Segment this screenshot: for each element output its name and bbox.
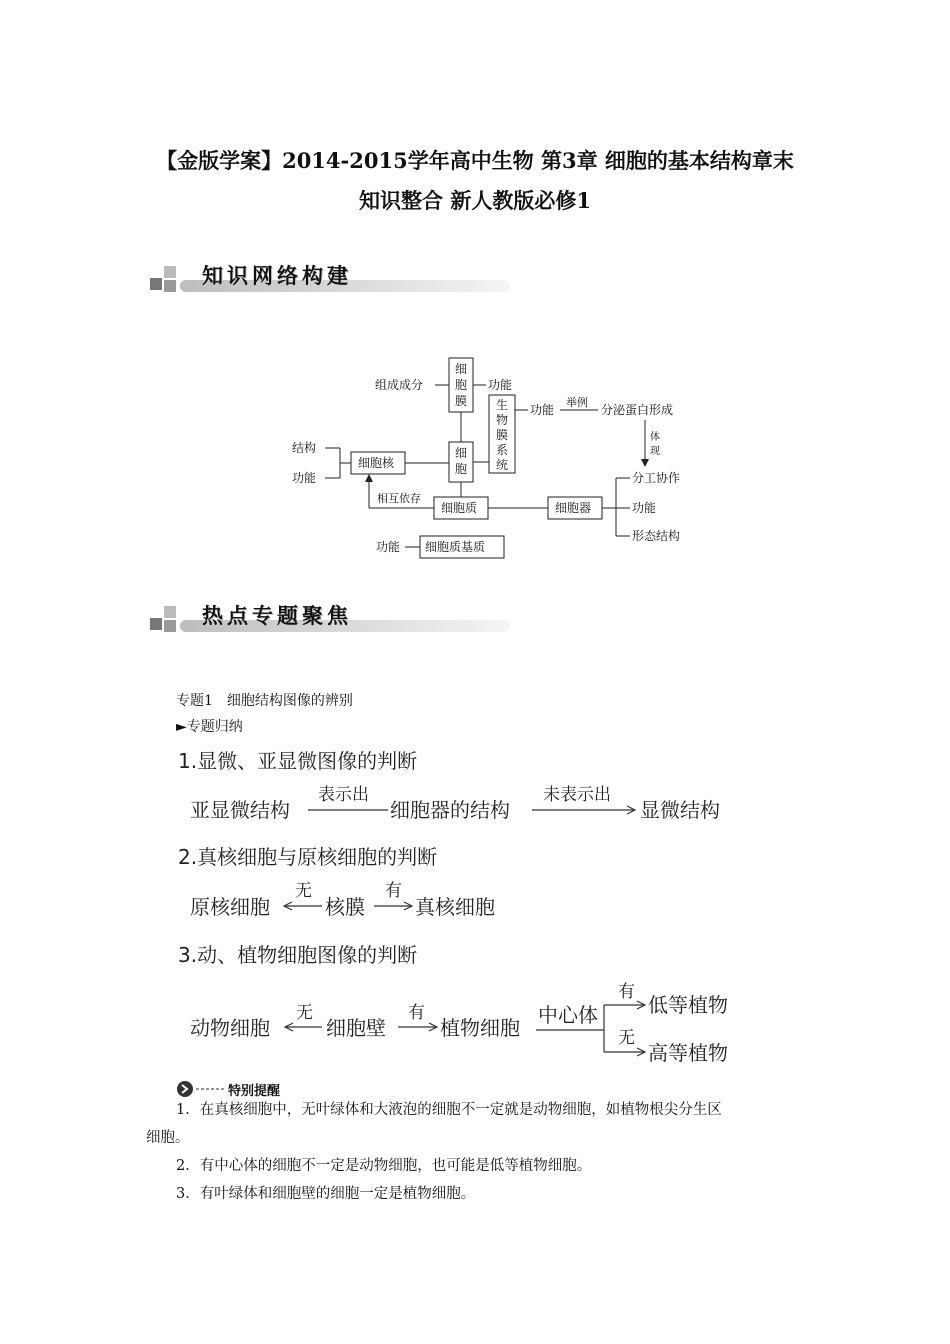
item3-cellwall: 细胞壁	[326, 1016, 386, 1040]
item2-label1: 无	[295, 881, 312, 901]
label-tixian-2: 现	[650, 446, 660, 457]
item3-higher-plant: 高等植物	[648, 1041, 728, 1065]
label-fengong: 分工协作	[632, 471, 681, 485]
box-biomembrane-4: 系	[496, 443, 509, 457]
tip-1b: 细胞。	[146, 1130, 190, 1146]
section-header-topics	[150, 596, 510, 640]
item1-right: 显微结构	[640, 798, 720, 822]
box-nucleus: 细胞核	[358, 456, 395, 470]
label-zucheng: 组成成分	[375, 378, 424, 392]
item1-label1: 表示出	[318, 785, 369, 805]
box-membrane-2: 胞	[455, 378, 468, 392]
doc-title-line1: 【金版学案】2014-2015学年高中生物 第3章 细胞的基本结构章末	[156, 148, 794, 173]
label-jiegou: 结构	[292, 441, 317, 455]
box-cell-2: 胞	[455, 462, 468, 476]
tip-2: 2．有中心体的细胞不一定是动物细胞，也可能是低等植物细胞。	[176, 1158, 592, 1174]
item2-heading: 2.真核细胞与原核细胞的判断	[178, 845, 438, 869]
box-matrix: 细胞质基质	[425, 540, 486, 554]
label-gongneng-left: 功能	[292, 471, 317, 485]
item3-centrosome: 中心体	[538, 1003, 598, 1027]
box-membrane-3: 膜	[455, 394, 468, 408]
box-organelle: 细胞器	[555, 501, 592, 515]
item2-mid: 核膜	[325, 895, 365, 919]
item2-right: 真核细胞	[415, 895, 495, 919]
box-cytoplasm: 细胞质	[441, 501, 478, 515]
box-cell-1: 细	[455, 446, 468, 460]
label-gongneng-top: 功能	[488, 378, 513, 392]
knowledge-network-diagram	[0, 0, 950, 580]
tip-1a: 1．在真核细胞中，无叶绿体和大液泡的细胞不一定就是动物细胞，如植物根尖分生区	[176, 1102, 722, 1118]
item1-left: 亚显微结构	[190, 798, 290, 822]
item2-label2: 有	[385, 881, 402, 901]
label-gongneng-bottom: 功能	[376, 540, 401, 554]
box-biomembrane-1: 生	[496, 398, 509, 412]
box-membrane-1: 细	[455, 362, 468, 376]
item3-heading: 3.动、植物细胞图像的判断	[178, 943, 418, 967]
topic-judgement-diagrams	[0, 740, 950, 1070]
tips-label: 特别提醒	[228, 1084, 281, 1099]
section-title: 热点专题聚焦	[202, 604, 352, 628]
label-gongneng-right: 功能	[632, 501, 657, 515]
tip-3: 3．有叶绿体和细胞壁的细胞一定是植物细胞。	[176, 1186, 476, 1202]
label-gongneng-mid: 功能	[530, 403, 555, 417]
label-xianghu: 相互依存	[377, 492, 421, 505]
label-secretion: 分泌蛋白形成	[601, 403, 674, 417]
item3-label-you: 有	[408, 1003, 425, 1023]
item3-animal: 动物细胞	[190, 1016, 270, 1040]
item3-label-you2: 有	[618, 982, 635, 1002]
section-title: 知识网络构建	[202, 264, 352, 288]
item1-mid: 细胞器的结构	[390, 798, 510, 822]
item2-left: 原核细胞	[190, 895, 270, 919]
item3-label-wu: 无	[296, 1003, 313, 1023]
item3-plant: 植物细胞	[440, 1016, 520, 1040]
label-tixian-1: 体	[650, 432, 660, 443]
label-juli: 举例	[566, 396, 588, 409]
item3-lower-plant: 低等植物	[648, 993, 728, 1017]
item1-label2: 未表示出	[543, 785, 611, 805]
box-biomembrane-5: 统	[496, 458, 509, 472]
box-biomembrane-2: 物	[496, 413, 509, 427]
item1-heading: 1.显微、亚显微图像的判断	[178, 749, 418, 773]
doc-title-line2: 知识整合 新人教版必修1	[359, 188, 591, 213]
topic-subheading: ►专题归纳	[176, 719, 243, 735]
label-xingtai: 形态结构	[632, 529, 681, 543]
item3-label-wu2: 无	[618, 1028, 635, 1048]
box-biomembrane-3: 膜	[496, 428, 509, 442]
topic-heading: 专题1 细胞结构图像的辨别	[176, 693, 353, 709]
